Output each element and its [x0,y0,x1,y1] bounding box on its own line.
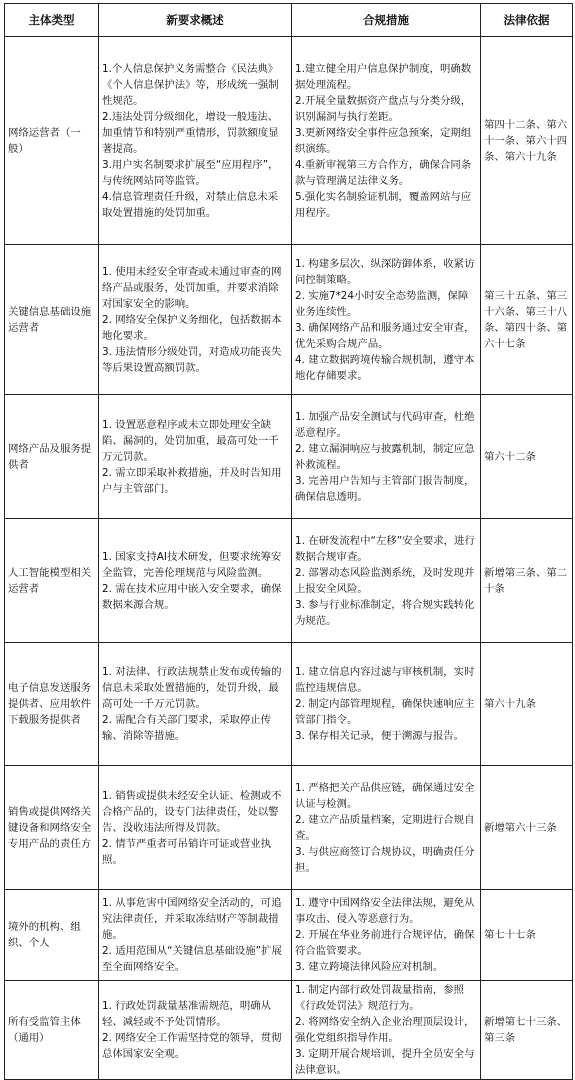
cell-requirements [99,981,292,1080]
cell-measures [292,245,481,395]
cell-subject-type: 所有受监管主体（通用） [5,981,99,1080]
cell-measures [292,519,481,643]
cell-subject-type: 网络运营者（一般） [5,37,99,245]
measure-item: 1. 严格把关产品供应链，确保通过安全认证与检测。 [295,781,475,810]
compliance-table [4,3,573,1080]
cell-subject-type: 网络产品及服务提供者 [5,395,99,519]
measure-item: 5.强化实名制验证机制，覆盖网站与应用程序。 [295,190,472,219]
measure-item: 1. 制定内部行政处罚裁量指南，参照《行政处罚法》规范行为。 [295,984,465,1012]
cell-measures [292,766,481,890]
measure-item: 3. 保存相关记录，便于溯源与报告。 [295,730,465,742]
measure-item: 3.更新网络安全事件应急预案，定期组织演练。 [295,126,472,155]
header-measures: 合规措施 [292,4,481,37]
table-header [5,4,573,37]
cell-requirements [99,245,292,395]
table-row [5,890,573,981]
measure-item: 1. 在研发流程中“左移”安全要求，进行数据合规审查。 [295,534,475,563]
requirement-item: 1. 国家支持AI技术研发，但要求统筹安全监管，完善伦理规范与风险监测。 [102,550,282,579]
requirement-item: 2. 网络安全工作需坚持党的领导，贯彻总体国家安全观。 [102,1032,282,1060]
cell-requirements [99,519,292,643]
measure-item: 3. 定期开展合规培训，提升全员安全与法律意识。 [295,1048,475,1076]
requirement-item: 2. 情节严重者可吊销许可证或营业执照。 [102,837,272,866]
cell-legal-basis: 第四十二条、第六十一条、第六十四条、第六十九条 [481,37,573,245]
table-row [5,37,573,245]
requirement-item: 3.用户实名制要求扩展至“应用程序”，与传统网站同等监管。 [102,158,279,187]
requirement-item: 1. 从事危害中国网络安全活动的，可追究法律责任，并采取冻结财产等制裁措施。 [102,897,282,941]
measure-item: 3. 与供应商签订合规协议，明确责任分担。 [295,845,475,874]
measure-item: 3. 确保网络产品和服务通过安全审查，优先采购合规产品。 [295,321,475,350]
requirement-item: 1. 设置恶意程序或未立即处理安全缺陷、漏洞的，处罚加重，最高可处一千万元罚款。 [102,418,279,463]
cell-legal-basis: 新增第七十三条、第三条 [481,981,573,1080]
requirement-item: 1. 对法律、行政法规禁止发布或传输的信息未采取处置措施的，处罚升级，最高可处一千万元罚款。 [102,666,282,710]
table-row [5,643,573,766]
requirement-item: 2. 网络安全保护义务细化，包括数据本地化要求。 [102,313,282,342]
measure-item: 1. 加强产品安全测试与代码审查，杜绝恶意程序。 [295,410,475,439]
requirement-item: 4.信息管理责任升级，对禁止信息未采取处置措施的处罚加重。 [102,190,279,219]
header-requirements: 新要求概述 [99,4,292,37]
measure-item: 1.建立健全用户信息保护制度，明确数据处理流程。 [295,62,472,91]
requirement-item: 2.违法处罚分级细化，增设一般违法、加重情节和特别严重情形，罚款额度显著提高。 [102,110,279,155]
cell-measures [292,643,481,766]
measure-item: 2. 实施7*24小时安全态势监测，保障业务连续性。 [295,289,469,318]
table-row [5,245,573,395]
cell-requirements [99,395,292,519]
measure-item: 1. 建立信息内容过滤与审核机制，实时监控违规信息。 [295,666,475,694]
cell-requirements [99,643,292,766]
measure-item: 4. 建立数据跨境传输合规机制，遵守本地化存储要求。 [295,353,475,382]
cell-legal-basis: 新增第六十三条 [481,766,573,890]
measure-item: 2. 建立产品质量档案，定期进行合规自查。 [295,813,475,842]
header-row [5,4,573,37]
table-row [5,395,573,519]
cell-subject-type: 人工智能模型相关运营者 [5,519,99,643]
cell-requirements [99,37,292,245]
cell-legal-basis: 第六十九条 [481,643,573,766]
measure-item: 2. 制定内部管理规程，确保快速响应主管部门指令。 [295,698,475,726]
header-subject-type: 主体类型 [5,4,99,37]
measure-item: 2. 开展在华业务前进行合规评估，确保符合监管要求。 [295,929,475,957]
requirement-item: 1. 销售或提供未经安全认证、检测或不合格产品的，设专门法律责任，处以警告、没收违法所得及罚款。 [102,789,282,834]
requirement-item: 1. 行政处罚裁量基准需规范，明确从轻、减轻或不予处罚情形。 [102,1000,272,1028]
cell-measures [292,890,481,981]
cell-measures [292,981,481,1080]
cell-legal-basis: 第六十二条 [481,395,573,519]
cell-legal-basis: 新增第三条、第二十条 [481,519,573,643]
header-legal-basis: 法律依据 [481,4,573,37]
measure-item: 3. 建立跨境法律风险应对机制。 [295,961,444,973]
cell-requirements [99,890,292,981]
cell-requirements [99,766,292,890]
cell-legal-basis: 第三十五条、第三十六条、第三十八条、第四十条、第六十七条 [481,245,573,395]
cell-subject-type: 电子信息发送服务提供者、应用软件下载服务提供者 [5,643,99,766]
table-body [5,37,573,1080]
cell-subject-type: 境外的机构、组织、个人 [5,890,99,981]
measure-item: 2. 建立漏洞响应与披露机制，制定应急补救流程。 [295,442,475,471]
cell-legal-basis: 第七十七条 [481,890,573,981]
requirement-item: 2. 适用范围从“关键信息基础设施”扩展至全面网络安全。 [102,945,282,973]
table-row [5,766,573,890]
cell-subject-type: 销售或提供网络关键设备和网络安全专用产品的责任方 [5,766,99,890]
table-row [5,519,573,643]
measure-item: 2.开展全量数据资产盘点与分类分级，识别漏洞与执行差距。 [295,94,472,123]
measure-item: 1. 构建多层次、纵深防御体系，收紧访问控制策略。 [295,257,475,286]
requirement-item: 2. 需在技术应用中嵌入安全要求，确保数据来源合规。 [102,582,282,611]
requirement-item: 3. 违法情形分级处罚，对造成功能丧失等后果设置高额罚款。 [102,345,282,374]
requirement-item: 2. 需配合有关部门要求，采取停止传输、消除等措施。 [102,714,272,742]
requirement-item: 1. 使用未经安全审查或未通过审查的网络产品或服务，处罚加重，并要求消除对国家安全的影响。 [102,265,282,310]
measure-item: 1. 遵守中国网络安全法律法规，避免从事攻击、侵入等恶意行为。 [295,897,475,925]
measure-item: 3. 完善用户告知与主管部门报告制度，确保信息透明。 [295,474,475,503]
cell-subject-type: 关键信息基础设施运营者 [5,245,99,395]
measure-item: 2. 将网络安全纳入企业治理顶层设计，强化党组织指导作用。 [295,1016,475,1044]
requirement-item: 2. 需立即采取补救措施，并及时告知用户与主管部门。 [102,466,282,495]
measure-item: 3. 参与行业标准制定，将合规实践转化为规范。 [295,598,475,627]
measure-item: 2. 部署动态风险监测系统，及时发现并上报安全风险。 [295,566,475,595]
table-row [5,981,573,1080]
cell-measures [292,37,481,245]
measure-item: 4.重新审视第三方合作方，确保合同条款与管理满足法律义务。 [295,158,472,187]
cell-measures [292,395,481,519]
requirement-item: 1.个人信息保护义务需整合《民法典》《个人信息保护法》等，形成统一强制性规范。 [102,62,279,107]
